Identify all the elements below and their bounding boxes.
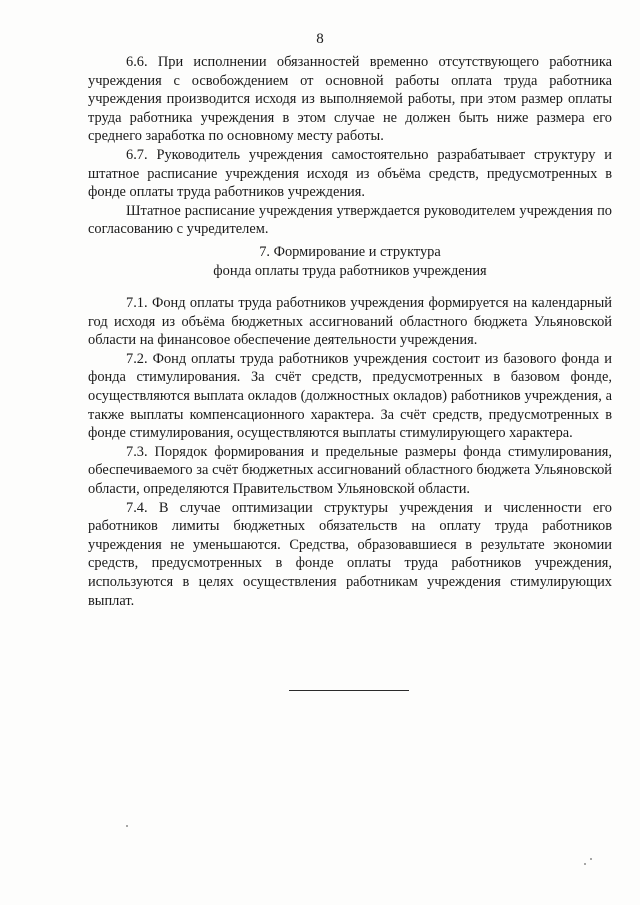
scan-speck — [126, 825, 128, 827]
end-of-document-rule — [289, 690, 409, 691]
paragraph-6-6: 6.6. При исполнении обязанностей временно отсутствующего работника учреждения с освобождением от основной работы оплата труда работника учреждения производится исходя из выполняемой работы, при этом размер оплаты труда работника учреждения в этом случае не должен быть ниже размера его среднего заработка по основному месту работы. — [88, 54, 612, 145]
paragraph-6-7: 6.7. Руководитель учреждения самостоятельно разрабатывает структуру и штатное расписание учреждения исходя из объёма средств, предусмотренных в фонде оплаты труда работников учреждения. — [88, 146, 612, 201]
paragraph-7-1: 7.1. Фонд оплаты труда работников учреждения формируется на календарный год исходя из объёма бюджетных ассигнований областного бюджета Ульяновской области на финансовое обеспечение деятельности учреждения. — [88, 295, 612, 349]
paragraph-6-7-staffing: Штатное расписание учреждения утверждается руководителем учреждения по согласованию с учредителем. — [88, 202, 612, 238]
page-number: 8 — [316, 31, 324, 47]
section-7-heading-line-2: фонда оплаты труда работников учреждения — [213, 262, 487, 279]
section-6-body — [88, 53, 612, 239]
section-7-heading — [88, 243, 612, 280]
paragraph-7-4: 7.4. В случае оптимизации структуры учреждения и численности его работников лимиты бюджетных обязательств на оплату труда работников учреждения не уменьшаются. Средства, образовавшиеся в результате экономии средств, предусмотренных в фонде оплаты труда работников учреждения, используются в целях осуществления работникам учреждения стимулирующих выплат. — [88, 499, 612, 609]
scan-speck — [584, 863, 586, 865]
section-7-heading-line-1: 7. Формирование и структура — [259, 244, 441, 260]
section-7-body — [88, 294, 612, 610]
paragraph-7-3: 7.3. Порядок формирования и предельные размеры фонда стимулирования, обеспечиваемого за счёт бюджетных ассигнований областного бюджета Ульяновской области, определяются Правительством Ульяновской области. — [88, 443, 612, 497]
paragraph-7-2: 7.2. Фонд оплаты труда работников учреждения состоит из базового фонда и фонда стимулирования. За счёт средств, предусмотренных в базовом фонде, осуществляются выплата окладов (должностных окладов) работников учреждения, а также выплаты компенсационного характера. За счёт средств, предусмотренных в фонде стимулирования, осуществляются выплаты стимулирующего характера. — [88, 350, 612, 442]
scan-speck — [590, 858, 592, 860]
